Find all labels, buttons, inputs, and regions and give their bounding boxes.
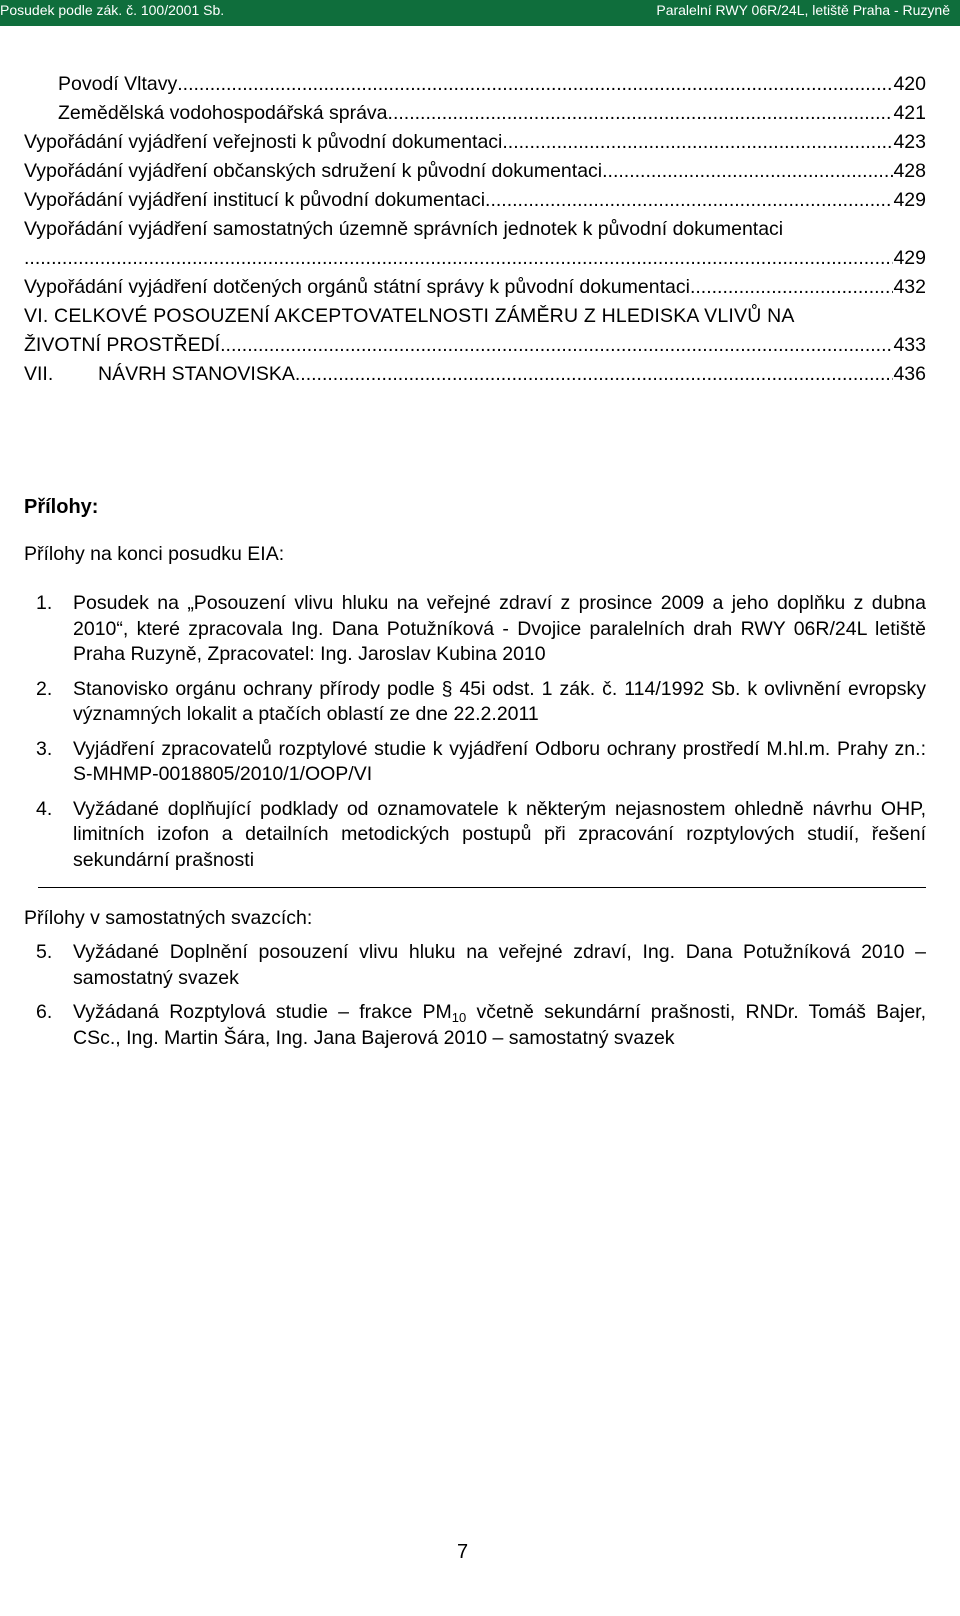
- toc-entry-page: 433: [893, 334, 926, 356]
- header-project-title: Paralelní RWY 06R/24L, letiště Praha - Ruzyně: [656, 2, 950, 18]
- toc-entry[interactable]: [24, 70, 926, 99]
- list-item-text-part2: včetně sekundární prašnosti, RNDr. Tomáš Bajer, CSc., Ing. Martin Šára, Ing. Jana Bajerová 2010 – samostatný svazek: [73, 1001, 926, 1049]
- list-item-number: 5.: [36, 941, 53, 963]
- subscript-pm10: 10: [451, 1010, 467, 1025]
- toc-entry-page: 421: [893, 102, 926, 124]
- list-item-number: 2.: [36, 677, 53, 700]
- toc-entry-page: 429: [893, 247, 926, 269]
- toc-entry-label-line1[interactable]: Vypořádání vyjádření samostatných územně správních jednotek k původní dokumentaci: [24, 218, 784, 240]
- toc-entry-label: ŽIVOTNÍ PROSTŘEDÍ: [24, 334, 221, 356]
- toc-entry[interactable]: [24, 128, 926, 157]
- toc-chapter-title: NÁVRH STANOVISKA: [98, 363, 295, 385]
- toc-entry[interactable]: [24, 273, 926, 302]
- list-item: [24, 677, 926, 728]
- toc-chapter-vi-line1[interactable]: VI. CELKOVÉ POSOUZENÍ AKCEPTOVATELNOSTI ZÁMĚRU Z HLEDISKA VLIVŮ NA: [24, 305, 795, 327]
- header-document-ref: Posudek podle zák. č. 100/2001 Sb.: [0, 2, 225, 18]
- toc-entry-label: Vypořádání vyjádření institucí k původní dokumentaci: [24, 189, 486, 211]
- separator-line: [38, 887, 926, 888]
- toc-leader-dots: [295, 360, 894, 389]
- toc-entry-label: Povodí Vltavy: [58, 73, 178, 95]
- list-item: [24, 940, 926, 991]
- toc-leader-dots: [502, 128, 893, 157]
- toc-entry-label: Vypořádání vyjádření občanských sdružení k původní dokumentaci: [24, 160, 603, 182]
- toc-entry-page: 429: [893, 189, 926, 211]
- toc-leader-dots: [24, 244, 893, 273]
- list-item-text: Vyžádané Doplnění posouzení vlivu hluku na veřejné zdraví, Ing. Dana Potužníková 2010 – samostatný svazek: [73, 941, 926, 989]
- list-item: [24, 591, 926, 668]
- attachments-separate-list: [24, 940, 926, 1060]
- toc-leader-dots: [177, 70, 893, 99]
- list-item-text: Vyjádření zpracovatelů rozptylové studie k vyjádření Odboru ochrany prostředí M.hl.m. Prahy zn.: S-MHMP-0018805/2010/1/OOP/VI: [73, 737, 926, 785]
- list-item-text-part1: Vyžádaná Rozptylová studie – frakce PM: [73, 1001, 452, 1023]
- list-item-number: 1.: [36, 592, 53, 614]
- list-item-number: 3.: [36, 737, 53, 760]
- toc-entry-page: 420: [893, 73, 926, 95]
- list-item-text: Vyžádané doplňující podklady od oznamovatele k některým nejasnostem ohledně návrhu OHP, limitních izofon a detailních metodických postupů při zpracování rozptylových studií, řešení sekundární prašnosti: [73, 797, 926, 871]
- toc-entry-label: Vypořádání vyjádření veřejnosti k původní dokumentaci: [24, 131, 503, 153]
- list-item-number: 4.: [36, 797, 53, 820]
- toc-chapter-number: VII.: [24, 363, 54, 385]
- toc-leader-dots: [388, 99, 894, 128]
- toc-entry[interactable]: [24, 157, 926, 186]
- list-item: [24, 737, 926, 788]
- toc-entry-continuation[interactable]: [24, 244, 926, 273]
- list-item: [24, 797, 926, 874]
- list-item-number: 6.: [36, 1001, 53, 1023]
- toc-entry-page: 423: [893, 131, 926, 153]
- list-item-text: Posudek na „Posouzení vlivu hluku na veřejné zdraví z prosince 2009 a jeho doplňku z dubna 2010“, které zpracovala Ing. Dana Potužníková - Dvojice paralelních drah RWY 06R/24L letiště Praha Ruzyně, Zpracovatel: Ing. Jaroslav Kubina 2010: [73, 592, 926, 665]
- toc-entry-label: [24, 360, 295, 389]
- toc-entry-label: Vypořádání vyjádření dotčených orgánů státní správy k původní dokumentaci: [24, 276, 690, 298]
- toc-leader-dots: [602, 157, 893, 186]
- toc-leader-dots: [220, 331, 893, 360]
- toc-entry-page: 436: [893, 363, 926, 385]
- toc-leader-dots: [690, 273, 894, 302]
- attachments-main-list: [24, 591, 926, 882]
- toc-chapter-vii[interactable]: [24, 360, 926, 389]
- attachments-heading: Přílohy:: [24, 496, 99, 518]
- toc-leader-dots: [485, 186, 893, 215]
- toc-entry[interactable]: [24, 186, 926, 215]
- page-header: [0, 0, 960, 26]
- page-number: 7: [457, 1541, 469, 1563]
- attachments-separate-subheading: Přílohy v samostatných svazcích:: [24, 907, 313, 929]
- toc-chapter-vi[interactable]: [24, 331, 926, 360]
- toc-entry-label: Zemědělská vodohospodářská správa: [58, 102, 388, 124]
- list-item: [24, 1000, 926, 1051]
- toc-entry[interactable]: [24, 99, 926, 128]
- table-of-contents: [24, 70, 926, 389]
- list-item-text: Stanovisko orgánu ochrany přírody podle § 45i odst. 1 zák. č. 114/1992 Sb. k ovlivnění evropsky významných lokalit a ptačích oblastí ze dne 22.2.2011: [73, 677, 926, 725]
- attachments-main-subheading: Přílohy na konci posudku EIA:: [24, 543, 285, 565]
- toc-entry-page: 432: [893, 276, 926, 298]
- toc-entry-page: 428: [893, 160, 926, 182]
